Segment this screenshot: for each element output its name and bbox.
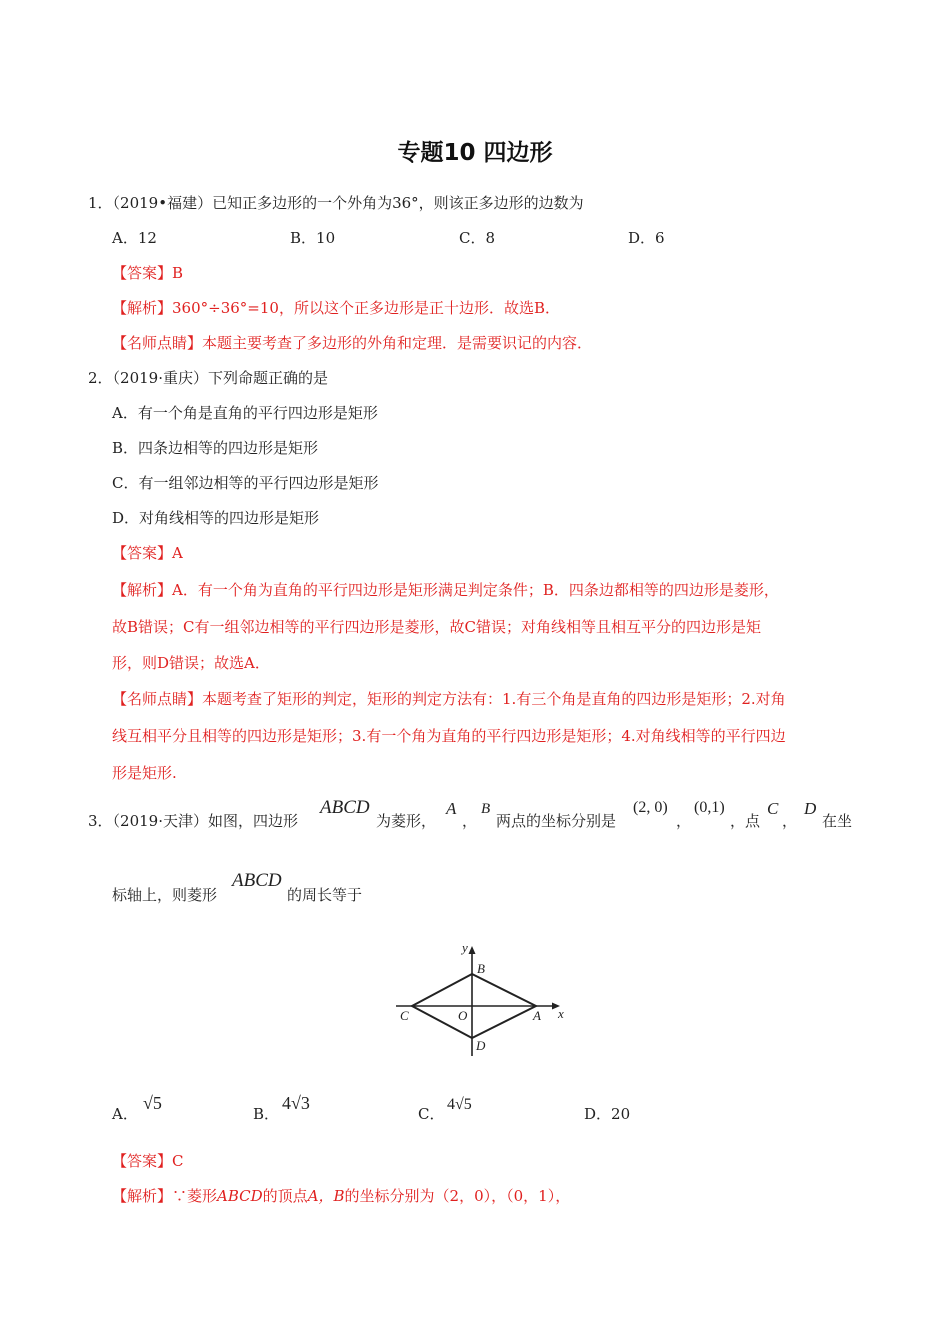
q2-stem: 2．（2019·重庆）下列命题正确的是	[88, 369, 328, 387]
q3-point-b: (0,1)	[694, 799, 725, 816]
comment-text: 本题考查了矩形的判定，矩形的判定方法有：1.有三个角是直角的四边形是矩形；2.对角	[202, 690, 786, 708]
q3-math-c: C	[767, 799, 779, 818]
q3-comma: ，	[462, 812, 478, 830]
q3-option-a-value: √5	[143, 1093, 162, 1113]
q2-comment-line-3: 形是矩形.	[112, 764, 177, 782]
q2-analysis-line-2: 故B错误；C有一组邻边相等的平行四边形是菱形，故C错误；对角线相等且相互平分的四边形是矩	[112, 618, 761, 636]
q2-option-b: B．四条边相等的四边形是矩形	[112, 439, 319, 457]
q3-math-d: D	[804, 799, 817, 818]
q2-option-d: D．对角线相等的四边形是矩形	[112, 509, 320, 527]
label-b: B	[477, 961, 485, 976]
q3-answer	[112, 1151, 184, 1171]
q3-option-b-label: B．	[253, 1105, 280, 1123]
label-y: y	[462, 940, 468, 955]
q3-math-a: A	[446, 799, 457, 818]
q3-stem-text-3: ，点	[730, 812, 761, 830]
answer-value: C	[172, 1152, 184, 1170]
q3-analysis	[112, 1186, 570, 1206]
q3-comma-3: ，	[782, 812, 798, 830]
analysis-ab: A，B	[307, 1187, 345, 1205]
q2-option-a: A．有一个角是直角的平行四边形是矩形	[112, 404, 378, 422]
q2-analysis-line-3: 形，则D错误；故选A．	[112, 654, 270, 672]
q1-stem: 1．（2019•福建）已知正多边形的一个外角为36°，则该正多边形的边数为	[88, 194, 584, 212]
q3-math-b: B	[481, 801, 491, 817]
q1-option-c: C．8	[459, 229, 496, 247]
label-d: D	[476, 1038, 486, 1053]
comment-tag: 【名师点睛】	[112, 690, 203, 708]
q2-analysis-line-1	[112, 580, 779, 600]
q3-stem-text-4: 在坐	[822, 812, 853, 830]
answer-value: A	[172, 544, 183, 562]
q1-comment	[112, 333, 592, 353]
analysis-post: 的坐标分别为（2，0），（0，1），	[344, 1187, 571, 1205]
comment-text: 本题主要考查了多边形的外角和定理．是需要识记的内容．	[202, 334, 593, 352]
analysis-tag: 【解析】	[112, 1187, 173, 1205]
q2-comment-line-2: 线互相平分且相等的四边形是矩形；3.有一个角为直角的平行四边形是矩形；4.对角线相等的平行四边	[112, 727, 786, 745]
q3-stem-line-2b: 的周长等于	[287, 886, 363, 904]
page-title: 专题10 四边形	[397, 140, 553, 166]
q3-option-a-label: A．	[112, 1105, 138, 1123]
q3-stem-text-2: 两点的坐标分别是	[496, 812, 617, 830]
answer-tag: 【答案】	[112, 264, 173, 282]
rhombus-figure	[392, 938, 572, 1060]
q1-answer	[112, 263, 183, 283]
q3-option-b-value: 4√3	[282, 1093, 310, 1113]
comment-tag: 【名师点睛】	[112, 334, 203, 352]
q1-option-d: D．6	[628, 229, 665, 247]
analysis-tag: 【解析】	[112, 299, 173, 317]
rhombus-diagram	[392, 938, 572, 1060]
analysis-pre: ∵菱形	[172, 1187, 218, 1205]
q2-option-c: C．有一组邻边相等的平行四边形是矩形	[112, 474, 379, 492]
analysis-text: 360°÷36°=10，所以这个正多边形是正十边形．故选B．	[172, 299, 560, 317]
q1-option-a: A．12	[112, 229, 157, 247]
q1-analysis	[112, 298, 560, 318]
analysis-abcd: ABCD	[217, 1187, 263, 1205]
q3-stem-text-1: 为菱形，	[376, 812, 437, 830]
q3-math-abcd-2: ABCD	[232, 870, 282, 891]
answer-tag: 【答案】	[112, 544, 173, 562]
label-x: x	[558, 1006, 564, 1021]
y-axis-arrow	[469, 946, 476, 954]
label-c: C	[400, 1008, 409, 1023]
q3-option-d: D．20	[584, 1105, 631, 1123]
q3-stem-line-2a: 标轴上，则菱形	[112, 886, 218, 904]
q1-option-b: B．10	[290, 229, 336, 247]
analysis-tag: 【解析】	[112, 581, 173, 599]
q3-point-a: (2, 0)	[633, 799, 668, 816]
q2-comment-line-1	[112, 689, 786, 709]
q2-answer	[112, 543, 183, 563]
answer-tag: 【答案】	[112, 1152, 173, 1170]
q3-option-c-value: 4√5	[447, 1096, 472, 1113]
answer-value: B	[172, 264, 184, 282]
q3-option-c-label: C．	[418, 1105, 445, 1123]
label-a: A	[533, 1008, 541, 1023]
analysis-mid: 的顶点	[262, 1187, 308, 1205]
q3-math-abcd: ABCD	[320, 797, 370, 818]
q3-comma-2: ，	[676, 812, 692, 830]
q3-stem-number: 3．（2019·天津）如图，四边形	[88, 812, 298, 830]
analysis-text: A．有一个角为直角的平行四边形是矩形满足判定条件；B．四条边都相等的四边形是菱形，	[172, 581, 779, 599]
label-o: O	[458, 1008, 468, 1023]
